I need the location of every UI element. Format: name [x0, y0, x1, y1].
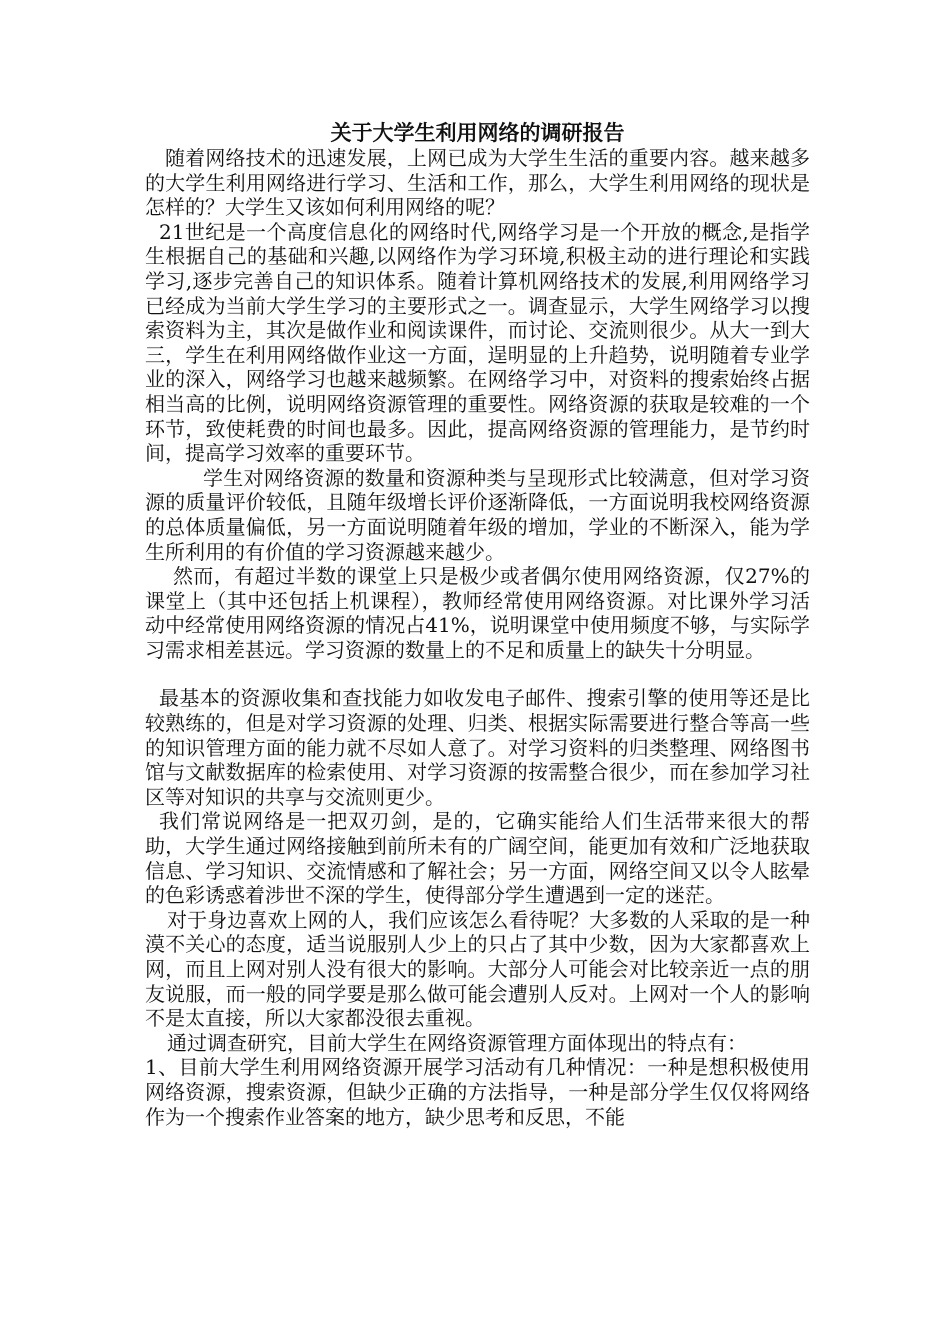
paragraph-resource-quality: 学生对网络资源的数量和资源种类与呈现形式比较满意，但对学习资源的质量评价较低，且随年级增长评价逐渐降低，一方面说明我校网络资源的总体质量偏低，另一方面说明随着年级的增加，学业的不断深入，能为学生所利用的有价值的学习资源越来越少。 — [145, 465, 810, 564]
paragraph-double-edged-sword: 我们常说网络是一把双刃剑，是的，它确实能给人们生活带来很大的帮助，大学生通过网络接触到前所未有的广阔空间，能更加有效和广泛地获取信息、学习知识、交流情感和了解社会；另一方面，网络空间又以令人眩晕的色彩诱惑着涉世不深的学生，使得部分学生遭遇到一定的迷茫。 — [145, 809, 810, 908]
blank-line — [145, 662, 810, 686]
paragraph-network-era: 21世纪是一个高度信息化的网络时代,网络学习是一个开放的概念,是指学生根据自己的基础和兴趣,以网络作为学习环境,积极主动的进行理论和实践学习,逐步完善自己的知识体系。随着计算机网络技术的发展,利用网络学习已经成为当前大学生学习的主要形式之一。调查显示，大学生网络学习以搜索资料为主，其次是做作业和阅读课件，而讨论、交流则很少。从大一到大三，学生在利用网络做作业这一方面，逞明显的上升趋势，说明随着专业学业的深入，网络学习也越来越频繁。在网络学习中，对资料的搜索始终占据相当高的比例，说明网络资源管理的重要性。网络资源的获取是较难的一个环节，致使耗费的时间也最多。因此，提高网络资源的管理能力，是节约时间，提高学习效率的重要环节。 — [145, 219, 810, 466]
paragraph-finding-1: 1、目前大学生利用网络资源开展学习活动有几种情况：一种是想积极使用网络资源，搜索资源，但缺少正确的方法指导，一种是部分学生仅仅将网络作为一个搜索作业答案的地方，缺少思考和反思，不能 — [145, 1055, 810, 1129]
document-title: 关于大学生利用网络的调研报告 — [330, 120, 625, 145]
paragraph-peer-attitude: 对于身边喜欢上网的人，我们应该怎么看待呢？大多数的人采取的是一种漠不关心的态度，适当说服别人少上的只占了其中少数，因为大家都喜欢上网，而且上网对别人没有很大的影响。大部分人可能会对比较亲近一点的朋友说服，而一般的同学要是那么做可能会遭别人反对。上网对一个人的影响不是太直接，所以大家都没很去重视。 — [145, 907, 810, 1031]
paragraph-intro: 随着网络技术的迅速发展，上网已成为大学生生活的重要内容。越来越多的大学生利用网络进行学习、生活和工作，那么，大学生利用网络的现状是怎样的？大学生又该如何利用网络的呢？ — [145, 146, 810, 220]
paragraph-findings-intro: 通过调查研究，目前大学生在网络资源管理方面体现出的特点有： — [167, 1030, 747, 1055]
document-page — [145, 120, 810, 1129]
paragraph-basic-skills: 最基本的资源收集和查找能力如收发电子邮件、搜索引擎的使用等还是比较熟练的，但是对学习资源的处理、归类、根据实际需要进行整合等高一些的知识管理方面的能力就不尽如人意了。对学习资料的归类整理、网络图书馆与文献数据库的检索使用、对学习资源的按需整合很少，而在参加学习社区等对知识的共享与交流则更少。 — [145, 686, 810, 809]
paragraph-classroom-usage: 然而，有超过半数的课堂上只是极少或者偶尔使用网络资源，仅27%的课堂上（其中还包括上机课程），教师经常使用网络资源。对比课外学习活动中经常使用网络资源的情况占41%，说明课堂中使用频度不够，与实际学习需求相差甚远。学习资源的数量上的不足和质量上的缺失十分明显。 — [145, 564, 810, 662]
